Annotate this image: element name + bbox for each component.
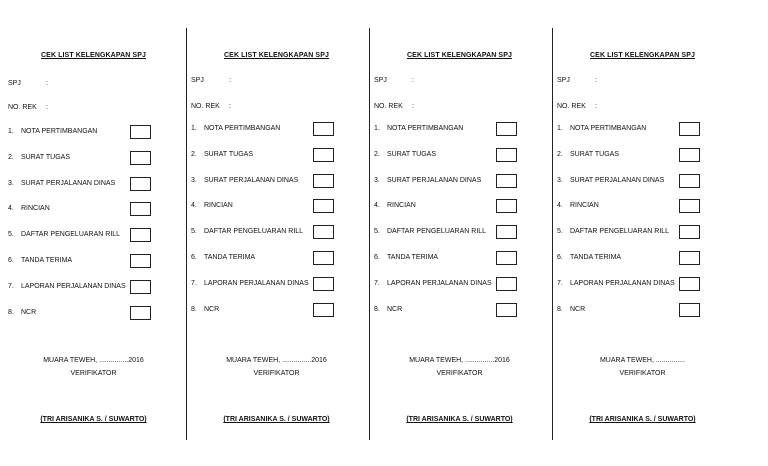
item-number: 7. <box>374 279 380 287</box>
item-label: SURAT TUGAS <box>570 150 620 158</box>
signer-name: (TRI ARISANIKA S. / SUWARTO) <box>406 416 513 423</box>
checklist-item <box>374 280 492 287</box>
check-box[interactable] <box>679 148 700 162</box>
checklist-item <box>8 283 126 290</box>
checklist-form <box>185 0 368 466</box>
field-separator: : <box>595 103 597 110</box>
spj-field <box>374 77 414 84</box>
check-box[interactable] <box>496 225 517 239</box>
no-rek-field <box>374 103 414 110</box>
field-separator: : <box>412 103 414 110</box>
field-separator: : <box>595 77 597 84</box>
place-date: MUARA TEWEH, ............... <box>599 357 686 364</box>
field-label: SPJ <box>374 77 387 84</box>
check-box[interactable] <box>496 303 517 317</box>
checklist-item <box>557 280 675 287</box>
checklist-item <box>557 228 669 235</box>
item-label: RINCIAN <box>21 205 50 213</box>
check-box[interactable] <box>130 280 151 294</box>
check-box[interactable] <box>130 228 151 242</box>
check-box[interactable] <box>313 148 334 162</box>
item-label: SURAT TUGAS <box>387 150 437 158</box>
item-label: RINCIAN <box>204 202 233 210</box>
checklist-item <box>8 309 36 316</box>
verifier-label: VERIFIKATOR <box>436 370 483 377</box>
check-box[interactable] <box>679 174 700 188</box>
field-label: NO. REK <box>557 103 586 110</box>
signer-name: (TRI ARISANIKA S. / SUWARTO) <box>40 416 147 423</box>
checklist-item <box>8 128 97 135</box>
no-rek-field <box>191 103 231 110</box>
checklist-item <box>191 306 219 313</box>
item-number: 5. <box>557 228 563 236</box>
signer-name: (TRI ARISANIKA S. / SUWARTO) <box>589 416 696 423</box>
checklist-item <box>8 257 72 264</box>
item-label: NOTA PERTIMBANGAN <box>387 125 464 132</box>
checklist-item <box>8 180 115 187</box>
checklist-item <box>557 125 646 132</box>
check-box[interactable] <box>130 177 151 191</box>
checklist-item <box>374 254 438 261</box>
item-label: DAFTAR PENGELUARAN RILL <box>21 231 121 239</box>
item-label: TANDA TERIMA <box>387 254 439 261</box>
item-label: SURAT PERJALANAN DINAS <box>570 176 665 184</box>
item-label: NOTA PERTIMBANGAN <box>570 125 647 132</box>
check-box[interactable] <box>496 174 517 188</box>
item-label: LAPORAN PERJALANAN DINAS <box>21 282 126 290</box>
form-title: CEK LIST KELENGKAPAN SPJ <box>41 52 146 59</box>
checklist-item <box>374 151 436 158</box>
signer-name: (TRI ARISANIKA S. / SUWARTO) <box>223 416 330 423</box>
cut-divider-line <box>186 28 187 440</box>
item-number: 1. <box>374 125 380 132</box>
item-number: 8. <box>8 308 14 316</box>
item-number: 6. <box>8 257 14 264</box>
check-box[interactable] <box>313 251 334 265</box>
field-label: SPJ <box>557 77 570 84</box>
form-title: CEK LIST KELENGKAPAN SPJ <box>590 52 695 59</box>
item-label: DAFTAR PENGELUARAN RILL <box>570 228 670 236</box>
checklist-item <box>374 228 486 235</box>
item-label: SURAT TUGAS <box>21 153 71 161</box>
checklist-form <box>2 0 185 466</box>
item-label: NCR <box>570 305 586 313</box>
checklist-item <box>191 280 309 287</box>
item-label: SURAT PERJALANAN DINAS <box>204 176 299 184</box>
item-label: SURAT PERJALANAN DINAS <box>387 176 482 184</box>
check-box[interactable] <box>679 122 700 136</box>
item-label: LAPORAN PERJALANAN DINAS <box>570 279 675 287</box>
field-separator: : <box>229 77 231 84</box>
field-separator: : <box>229 103 231 110</box>
no-rek-field <box>557 103 597 110</box>
item-number: 6. <box>191 254 197 261</box>
place-date: MUARA TEWEH, ...............2016 <box>226 357 327 364</box>
check-box[interactable] <box>130 151 151 165</box>
checklist-item <box>557 202 599 209</box>
spj-field <box>191 77 231 84</box>
checklist-item <box>8 231 120 238</box>
verifier-label: VERIFIKATOR <box>253 370 300 377</box>
checklist-item <box>557 177 664 184</box>
check-box[interactable] <box>130 254 151 268</box>
item-number: 3. <box>8 179 14 187</box>
checklist-item <box>191 228 303 235</box>
item-number: 8. <box>191 305 197 313</box>
cut-divider-line <box>552 28 553 440</box>
checklist-item <box>374 177 481 184</box>
item-number: 8. <box>374 305 380 313</box>
place-date: MUARA TEWEH, ...............2016 <box>43 357 144 364</box>
item-number: 6. <box>557 254 563 261</box>
field-label: SPJ <box>191 77 204 84</box>
item-number: 5. <box>374 228 380 236</box>
checklist-item <box>374 306 402 313</box>
item-label: RINCIAN <box>570 202 599 210</box>
check-box[interactable] <box>313 303 334 317</box>
check-box[interactable] <box>130 202 151 216</box>
item-number: 6. <box>374 254 380 261</box>
check-box[interactable] <box>496 122 517 136</box>
item-number: 7. <box>191 279 197 287</box>
check-box[interactable] <box>130 306 151 320</box>
check-box[interactable] <box>313 199 334 213</box>
item-number: 1. <box>557 125 563 132</box>
item-number: 3. <box>374 176 380 184</box>
checklist-item <box>8 205 50 212</box>
checklist-item <box>557 254 621 261</box>
spj-field <box>557 77 597 84</box>
checklist-item <box>8 154 70 161</box>
checklist-form <box>368 0 551 466</box>
field-label: NO. REK <box>191 103 220 110</box>
check-box[interactable] <box>313 277 334 291</box>
checklist-item <box>374 202 416 209</box>
field-separator: : <box>412 77 414 84</box>
item-number: 2. <box>191 150 197 158</box>
check-box[interactable] <box>679 199 700 213</box>
check-box[interactable] <box>313 225 334 239</box>
field-separator: : <box>46 104 48 111</box>
check-box[interactable] <box>679 225 700 239</box>
checklist-item <box>191 177 298 184</box>
item-label: TANDA TERIMA <box>570 254 622 261</box>
place-date: MUARA TEWEH, ...............2016 <box>409 357 510 364</box>
checklist-item <box>191 254 255 261</box>
item-label: TANDA TERIMA <box>21 257 73 264</box>
item-label: SURAT PERJALANAN DINAS <box>21 179 116 187</box>
item-number: 4. <box>191 202 197 210</box>
check-box[interactable] <box>496 199 517 213</box>
item-number: 2. <box>557 150 563 158</box>
item-number: 7. <box>557 279 563 287</box>
item-number: 2. <box>8 153 14 161</box>
item-number: 5. <box>8 231 14 239</box>
check-box[interactable] <box>313 122 334 136</box>
checklist-item <box>191 125 280 132</box>
item-label: NCR <box>21 308 37 316</box>
item-label: NCR <box>387 305 403 313</box>
item-number: 1. <box>8 128 14 135</box>
checklist-form <box>551 0 734 466</box>
verifier-label: VERIFIKATOR <box>70 370 117 377</box>
check-box[interactable] <box>496 148 517 162</box>
check-box[interactable] <box>679 277 700 291</box>
item-label: LAPORAN PERJALANAN DINAS <box>204 279 309 287</box>
item-label: NCR <box>204 305 220 313</box>
item-label: LAPORAN PERJALANAN DINAS <box>387 279 492 287</box>
verifier-label: VERIFIKATOR <box>619 370 666 377</box>
cut-divider-line <box>369 28 370 440</box>
item-number: 1. <box>191 125 197 132</box>
field-label: SPJ <box>8 80 21 87</box>
item-number: 7. <box>8 282 14 290</box>
check-box[interactable] <box>679 251 700 265</box>
item-number: 4. <box>8 205 14 213</box>
check-box[interactable] <box>313 174 334 188</box>
item-label: TANDA TERIMA <box>204 254 256 261</box>
item-number: 4. <box>557 202 563 210</box>
item-number: 5. <box>191 228 197 236</box>
item-number: 2. <box>374 150 380 158</box>
field-label: NO. REK <box>374 103 403 110</box>
item-label: SURAT TUGAS <box>204 150 254 158</box>
item-label: NOTA PERTIMBANGAN <box>204 125 281 132</box>
field-label: NO. REK <box>8 104 37 111</box>
item-label: NOTA PERTIMBANGAN <box>21 128 98 135</box>
item-number: 4. <box>374 202 380 210</box>
item-number: 3. <box>191 176 197 184</box>
item-label: RINCIAN <box>387 202 416 210</box>
item-label: DAFTAR PENGELUARAN RILL <box>204 228 304 236</box>
checklist-item <box>557 306 585 313</box>
check-box[interactable] <box>679 303 700 317</box>
check-box[interactable] <box>496 251 517 265</box>
spj-field <box>8 80 48 87</box>
check-box[interactable] <box>130 125 151 139</box>
checklist-item <box>191 151 253 158</box>
checklist-item <box>557 151 619 158</box>
checklist-item <box>191 202 233 209</box>
no-rek-field <box>8 104 48 111</box>
item-number: 3. <box>557 176 563 184</box>
item-label: DAFTAR PENGELUARAN RILL <box>387 228 487 236</box>
form-title: CEK LIST KELENGKAPAN SPJ <box>224 52 329 59</box>
checklist-item <box>374 125 463 132</box>
check-box[interactable] <box>496 277 517 291</box>
field-separator: : <box>46 80 48 87</box>
item-number: 8. <box>557 305 563 313</box>
form-title: CEK LIST KELENGKAPAN SPJ <box>407 52 512 59</box>
